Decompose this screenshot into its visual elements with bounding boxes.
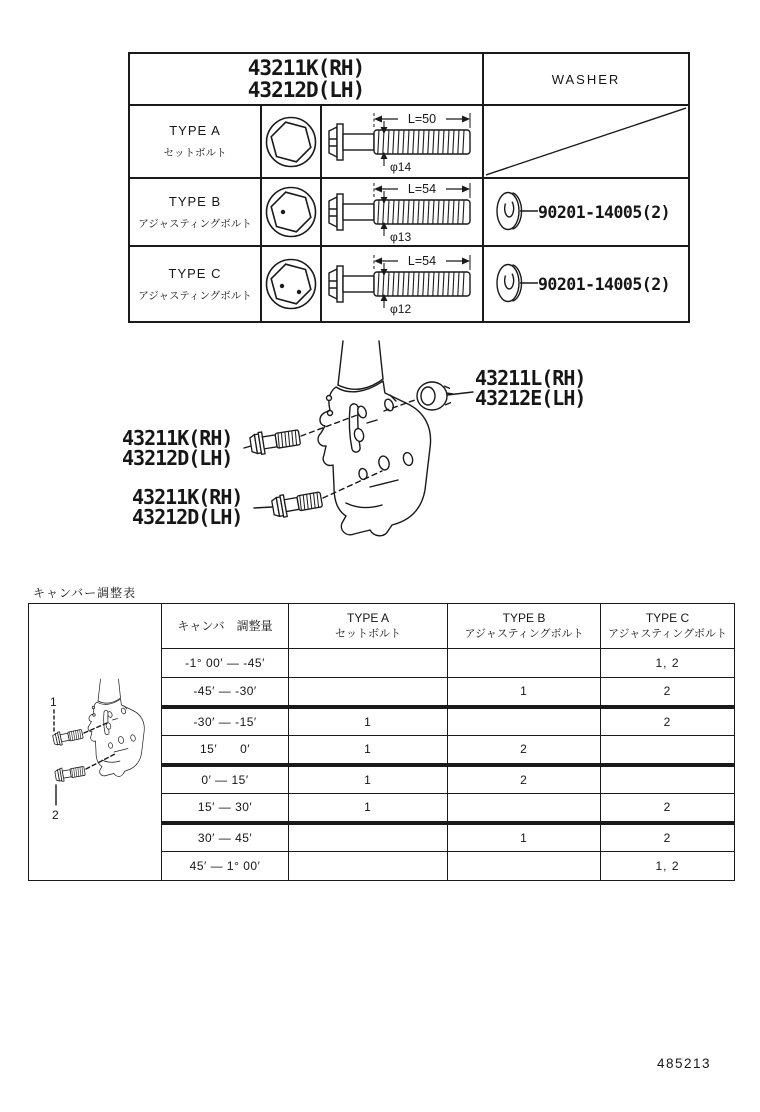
qty-type-b: 1: [448, 678, 601, 707]
qty-type-c: [601, 765, 735, 794]
camber-table-title: キャンバー調整表: [33, 586, 137, 600]
qty-type-b: [448, 794, 601, 823]
qty-type-c: 2: [601, 707, 735, 736]
camber-range: -30′ — -15′: [162, 707, 289, 736]
qty-type-b: [448, 852, 601, 881]
lower-bolt-part-label: [132, 487, 242, 527]
camber-range: 45′ — 1° 00′: [162, 852, 289, 881]
type-b-washer-cell: [483, 178, 689, 246]
qty-type-b: 2: [448, 765, 601, 794]
nut-part-label-rh: 43211L(RH): [475, 366, 586, 390]
type-c-header-line2: アジャスティングボルト: [607, 628, 728, 640]
camber-adjustment-table: [28, 603, 735, 881]
qty-type-a: 1: [289, 736, 448, 765]
mini-knuckle-diagram: [29, 606, 159, 878]
camber-range: -45′ — -30′: [162, 678, 289, 707]
type-b-header-line1: TYPE B: [502, 611, 546, 625]
qty-type-c: 2: [601, 678, 735, 707]
camber-range: 0′ — 15′: [162, 765, 289, 794]
qty-type-c: 2: [601, 823, 735, 852]
qty-type-c: 1, 2: [601, 852, 735, 881]
hex-head-icon-two-dots: [264, 257, 318, 311]
bolt-drawing: [322, 179, 482, 245]
type-a-label-cell: [129, 105, 261, 178]
qty-type-a: 1: [289, 765, 448, 794]
washer-icon: [492, 258, 538, 310]
qty-type-b: 2: [448, 736, 601, 765]
type-b-name-jp: アジャスティングボルト: [138, 217, 252, 230]
type-c-name-jp: アジャスティングボルト: [138, 289, 252, 302]
bolt-2-marker: 2: [52, 808, 59, 822]
bolt-length-label: L=54: [407, 254, 437, 268]
bolt-length-label: L=54: [407, 182, 437, 196]
qty-type-a: [289, 823, 448, 852]
part-number-lh: 43212D(LH): [247, 78, 365, 102]
type-a-header-line1: TYPE A: [346, 611, 390, 625]
camber-range: 30′ — 45′: [162, 823, 289, 852]
camber-type-a-header: [289, 604, 448, 649]
type-a-name-jp: セットボルト: [163, 147, 227, 159]
parts-row-type-c: [129, 246, 689, 322]
camber-range: 15′ 0′: [162, 736, 289, 765]
qty-type-b: [448, 707, 601, 736]
upper-bolt-label-rh: 43211K(RH): [122, 426, 233, 450]
bolt-diameter-label: φ13: [390, 230, 412, 244]
type-a-label: TYPE A: [169, 123, 221, 138]
lower-bolt-label-rh: 43211K(RH): [132, 485, 243, 509]
qty-type-a: [289, 852, 448, 881]
qty-type-a: [289, 649, 448, 678]
type-b-header-line2: アジャスティングボルト: [464, 628, 584, 640]
washer-part-number: 90201-14005(2): [538, 274, 671, 294]
type-c-label-cell: [129, 246, 261, 322]
bolt-diameter-label: φ14: [390, 159, 412, 174]
type-a-bolt-cell: [321, 105, 483, 178]
hex-head-icon-one-dot: [264, 185, 318, 239]
parts-row-type-b: [129, 178, 689, 246]
qty-type-b: [448, 649, 601, 678]
qty-type-c: 1, 2: [601, 649, 735, 678]
type-a-hex-cell: [261, 105, 321, 178]
parts-row-type-a: [129, 105, 689, 178]
page-code: 485213: [657, 1056, 712, 1071]
camber-header-row: [29, 604, 735, 649]
type-b-label: TYPE B: [168, 193, 222, 209]
nut-part-label: [475, 368, 585, 408]
type-b-label-cell: [129, 178, 261, 246]
bolt-drawing: [322, 251, 482, 317]
qty-type-a: 1: [289, 707, 448, 736]
washer-icon: [492, 186, 538, 238]
upper-bolt-label-lh: 43212D(LH): [122, 446, 233, 470]
bolt-drawing: [322, 109, 482, 175]
part-number-rh: 43211K(RH): [247, 56, 365, 80]
qty-type-c: [601, 736, 735, 765]
washer-header: WASHER: [483, 53, 689, 105]
type-c-bolt-cell: [321, 246, 483, 322]
type-a-washer-cell: [483, 105, 689, 178]
type-c-label: TYPE C: [168, 265, 222, 281]
type-c-hex-cell: [261, 246, 321, 322]
camber-diagram-cell: [29, 604, 162, 881]
parts-table-header-row: [129, 53, 689, 105]
qty-type-b: 1: [448, 823, 601, 852]
lower-bolt-label-lh: 43212D(LH): [132, 505, 243, 529]
part-number-header-cell: [129, 53, 483, 105]
qty-type-a: [289, 678, 448, 707]
bolt-length-label: L=50: [407, 111, 437, 126]
upper-bolt-part-label: [122, 428, 232, 468]
bolt-1-marker: 1: [50, 695, 57, 709]
washer-part-number: 90201-14005(2): [538, 202, 671, 222]
type-a-header-line2: セットボルト: [335, 628, 401, 640]
qty-type-c: 2: [601, 794, 735, 823]
camber-type-c-header: [601, 604, 735, 649]
type-b-hex-cell: [261, 178, 321, 246]
qty-type-a: 1: [289, 794, 448, 823]
nut-part-label-lh: 43212E(LH): [475, 386, 586, 410]
camber-type-b-header: [448, 604, 601, 649]
type-c-header-line1: TYPE C: [645, 611, 690, 625]
camber-range-header: キャンバ 調整量: [162, 604, 289, 649]
parts-table: [128, 52, 690, 323]
camber-range: 15′ — 30′: [162, 794, 289, 823]
no-washer-diagonal: [484, 106, 688, 177]
type-c-washer-cell: [483, 246, 689, 322]
camber-range: -1° 00′ — -45′: [162, 649, 289, 678]
hex-head-icon: [264, 115, 318, 169]
bolt-diameter-label: φ12: [390, 302, 412, 316]
type-b-bolt-cell: [321, 178, 483, 246]
flange-nut: [417, 382, 453, 410]
